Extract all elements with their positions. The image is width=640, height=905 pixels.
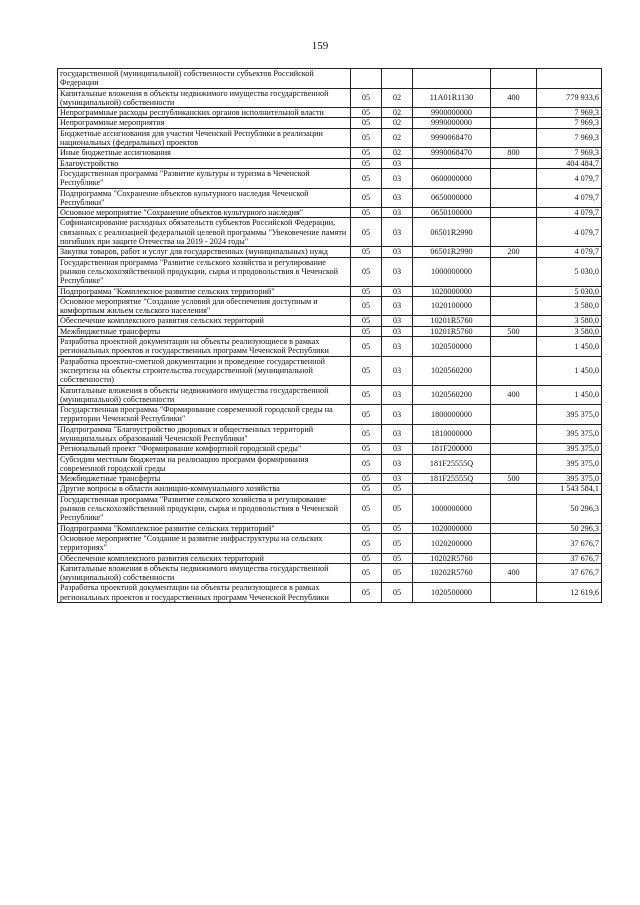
row-name: Бюджетные ассигнования для участия Чеченской Республики в реализации национальных (федеральных) проектов — [58, 128, 351, 148]
table-row — [58, 424, 602, 444]
row-subsection-code: 03 — [382, 326, 413, 336]
row-target-article-code: 10202R5760 — [413, 553, 491, 563]
row-section-code: 05 — [351, 356, 382, 385]
table-row — [58, 563, 602, 583]
row-target-article-code: 1020000000 — [413, 523, 491, 533]
row-subsection-code: 03 — [382, 316, 413, 326]
row-section-code: 05 — [351, 424, 382, 444]
row-expense-type-code — [491, 208, 537, 218]
row-subsection-code: 03 — [382, 247, 413, 257]
row-target-article-code: 181F25555Q — [413, 454, 491, 474]
row-expense-type-code: 800 — [491, 148, 537, 158]
row-amount — [537, 69, 602, 89]
row-section-code: 05 — [351, 128, 382, 148]
row-expense-type-code — [491, 356, 537, 385]
table-row — [58, 484, 602, 494]
row-target-article-code: 9900000000 — [413, 108, 491, 118]
row-subsection-code: 03 — [382, 474, 413, 484]
table-row — [58, 247, 602, 257]
row-name: Основное мероприятие "Сохранение объектов культурного наследия" — [58, 208, 351, 218]
row-section-code: 05 — [351, 208, 382, 218]
table-row — [58, 108, 602, 118]
row-target-article-code — [413, 69, 491, 89]
row-name: Непрограммные расходы республиканских органов исполнительной власти — [58, 108, 351, 118]
row-target-article-code — [413, 158, 491, 168]
row-expense-type-code — [491, 118, 537, 128]
row-amount: 1 543 584,1 — [537, 484, 602, 494]
row-subsection-code: 03 — [382, 405, 413, 425]
row-expense-type-code — [491, 494, 537, 523]
row-name: Софинансирование расходных обязательств субъектов Российской Федерации, связанных с реализацией федеральной целевой программы "Увековечение памяти погибших при защите Отечества на 2019 - 2024 годы" — [58, 218, 351, 247]
row-expense-type-code — [491, 158, 537, 168]
row-name: Подпрограмма "Сохранение объектов культурного наследия Чеченской Республики" — [58, 188, 351, 208]
row-name: Иные бюджетные ассигнования — [58, 148, 351, 158]
table-row — [58, 88, 602, 108]
row-name: Подпрограмма "Комплексное развитие сельских территорий" — [58, 286, 351, 296]
row-name: Основное мероприятие "Создание и развитие инфраструктуры на сельских территориях" — [58, 533, 351, 553]
row-amount: 3 580,0 — [537, 326, 602, 336]
row-name: Капитальные вложения в объекты недвижимого имущества государственной (муниципальной) собственности — [58, 88, 351, 108]
row-subsection-code: 05 — [382, 583, 413, 603]
row-section-code: 05 — [351, 337, 382, 357]
table-row — [58, 208, 602, 218]
row-expense-type-code — [491, 296, 537, 316]
row-subsection-code: 02 — [382, 148, 413, 158]
row-name: государственной (муниципальной) собственности субъектов Российской Федерации — [58, 69, 351, 89]
row-expense-type-code — [491, 337, 537, 357]
row-subsection-code: 03 — [382, 356, 413, 385]
row-target-article-code: 1020500000 — [413, 337, 491, 357]
table-row — [58, 523, 602, 533]
row-subsection-code: 03 — [382, 454, 413, 474]
row-subsection-code: 02 — [382, 128, 413, 148]
row-section-code: 05 — [351, 218, 382, 247]
row-subsection-code: 05 — [382, 533, 413, 553]
row-name: Непрограммные мероприятия — [58, 118, 351, 128]
table-row — [58, 316, 602, 326]
row-expense-type-code: 500 — [491, 326, 537, 336]
table-row — [58, 296, 602, 316]
row-section-code: 05 — [351, 296, 382, 316]
row-amount: 7 969,3 — [537, 148, 602, 158]
row-amount: 4 079,7 — [537, 168, 602, 188]
table-row — [58, 583, 602, 603]
table-row — [58, 474, 602, 484]
row-section-code: 05 — [351, 247, 382, 257]
row-section-code: 05 — [351, 474, 382, 484]
row-name: Разработка проектной документации на объекты реализующиеся в рамках региональных проектов и государственных программ Чеченской Республики — [58, 337, 351, 357]
row-section-code: 05 — [351, 326, 382, 336]
table-row — [58, 158, 602, 168]
table-row — [58, 128, 602, 148]
row-name: Межбюджетные трансферты — [58, 326, 351, 336]
row-amount: 37 676,7 — [537, 533, 602, 553]
row-name: Государственная программа "Развитие сельского хозяйства и регулирование рынков сельскохозяйственной продукции, сырья и продовольствия в Чеченской Республике" — [58, 494, 351, 523]
row-target-article-code: 1020200000 — [413, 533, 491, 553]
table-row — [58, 444, 602, 454]
row-target-article-code: 10202R5760 — [413, 563, 491, 583]
row-subsection-code: 02 — [382, 118, 413, 128]
row-amount: 779 933,6 — [537, 88, 602, 108]
row-amount: 7 969,3 — [537, 118, 602, 128]
row-expense-type-code — [491, 316, 537, 326]
table-row — [58, 337, 602, 357]
row-target-article-code: 1800000000 — [413, 405, 491, 425]
row-expense-type-code: 500 — [491, 474, 537, 484]
row-expense-type-code: 200 — [491, 247, 537, 257]
row-expense-type-code — [491, 218, 537, 247]
table-row — [58, 553, 602, 563]
table-row — [58, 533, 602, 553]
row-subsection-code: 05 — [382, 553, 413, 563]
row-subsection-code: 03 — [382, 188, 413, 208]
row-name: Межбюджетные трансферты — [58, 474, 351, 484]
row-expense-type-code — [491, 454, 537, 474]
row-amount: 395 375,0 — [537, 454, 602, 474]
row-name: Благоустройство — [58, 158, 351, 168]
row-target-article-code: 0650000000 — [413, 188, 491, 208]
row-section-code: 05 — [351, 553, 382, 563]
row-subsection-code: 03 — [382, 218, 413, 247]
row-expense-type-code — [491, 583, 537, 603]
row-target-article-code: 9990068470 — [413, 128, 491, 148]
table-row — [58, 69, 602, 89]
row-amount: 4 079,7 — [537, 247, 602, 257]
row-amount: 1 450,0 — [537, 385, 602, 405]
row-expense-type-code — [491, 168, 537, 188]
row-amount: 395 375,0 — [537, 474, 602, 484]
row-name: Закупка товаров, работ и услуг для государственных (муниципальных) нужд — [58, 247, 351, 257]
row-target-article-code: 9990068470 — [413, 148, 491, 158]
row-amount: 5 030,0 — [537, 257, 602, 286]
row-section-code — [351, 69, 382, 89]
row-amount: 4 079,7 — [537, 218, 602, 247]
row-amount: 1 450,0 — [537, 356, 602, 385]
row-expense-type-code: 400 — [491, 563, 537, 583]
row-target-article-code: 06501R2990 — [413, 218, 491, 247]
row-amount: 5 030,0 — [537, 286, 602, 296]
row-amount: 37 676,7 — [537, 563, 602, 583]
row-subsection-code: 03 — [382, 296, 413, 316]
row-expense-type-code — [491, 444, 537, 454]
row-amount: 50 296,3 — [537, 494, 602, 523]
row-expense-type-code: 400 — [491, 385, 537, 405]
table-row — [58, 118, 602, 128]
table-row — [58, 148, 602, 158]
row-name: Основное мероприятие "Создание условий для обеспечения доступным и комфортным жильем сельского населения" — [58, 296, 351, 316]
row-name: Подпрограмма "Комплексное развитие сельских территорий" — [58, 523, 351, 533]
row-amount: 404 484,7 — [537, 158, 602, 168]
row-target-article-code: 1020560200 — [413, 385, 491, 405]
row-expense-type-code — [491, 553, 537, 563]
budget-table — [57, 68, 602, 603]
table-row — [58, 356, 602, 385]
row-name: Капитальные вложения в объекты недвижимого имущества государственной (муниципальной) собственности — [58, 385, 351, 405]
row-target-article-code: 181F25555Q — [413, 474, 491, 484]
row-expense-type-code — [491, 188, 537, 208]
row-name: Государственная программа "Развитие сельского хозяйства и регулирование рынков сельскохозяйственной продукции, сырья и продовольствия в Чеченской Республике" — [58, 257, 351, 286]
row-expense-type-code: 400 — [491, 88, 537, 108]
row-amount: 50 296,3 — [537, 523, 602, 533]
row-subsection-code: 03 — [382, 286, 413, 296]
row-section-code: 05 — [351, 88, 382, 108]
row-section-code: 05 — [351, 484, 382, 494]
row-subsection-code: 02 — [382, 88, 413, 108]
row-amount: 12 619,6 — [537, 583, 602, 603]
row-target-article-code: 06501R2990 — [413, 247, 491, 257]
table-row — [58, 218, 602, 247]
row-name: Государственная программа "Развитие культуры и туризма в Чеченской Республике" — [58, 168, 351, 188]
row-section-code: 05 — [351, 257, 382, 286]
row-name: Обеспечение комплексного развития сельских территорий — [58, 553, 351, 563]
row-section-code: 05 — [351, 523, 382, 533]
row-subsection-code: 03 — [382, 385, 413, 405]
row-section-code: 05 — [351, 316, 382, 326]
row-target-article-code: 10201R5760 — [413, 326, 491, 336]
row-subsection-code: 05 — [382, 494, 413, 523]
row-subsection-code: 03 — [382, 337, 413, 357]
table-row — [58, 257, 602, 286]
row-expense-type-code — [491, 108, 537, 118]
row-target-article-code: 1020560200 — [413, 356, 491, 385]
row-name: Обеспечение комплексного развития сельских территорий — [58, 316, 351, 326]
row-subsection-code: 05 — [382, 484, 413, 494]
row-section-code: 05 — [351, 494, 382, 523]
row-subsection-code: 03 — [382, 424, 413, 444]
table-row — [58, 385, 602, 405]
table-row — [58, 168, 602, 188]
row-target-article-code: 1020500000 — [413, 583, 491, 603]
row-amount: 395 375,0 — [537, 444, 602, 454]
row-target-article-code: 0650100000 — [413, 208, 491, 218]
row-section-code: 05 — [351, 405, 382, 425]
row-amount: 4 079,7 — [537, 188, 602, 208]
row-name: Другие вопросы в области жилищно-коммунального хозяйства — [58, 484, 351, 494]
budget-table-body — [58, 69, 602, 603]
row-section-code: 05 — [351, 563, 382, 583]
row-expense-type-code — [491, 286, 537, 296]
row-subsection-code: 03 — [382, 257, 413, 286]
table-row — [58, 188, 602, 208]
row-amount: 37 676,7 — [537, 553, 602, 563]
row-name: Разработка проектной документации на объекты реализующиеся в рамках региональных проектов и государственных программ Чеченской Республики — [58, 583, 351, 603]
table-row — [58, 326, 602, 336]
row-subsection-code: 05 — [382, 523, 413, 533]
row-subsection-code: 05 — [382, 563, 413, 583]
row-amount: 3 580,0 — [537, 296, 602, 316]
row-name: Региональный проект "Формирование комфортной городской среды" — [58, 444, 351, 454]
row-section-code: 05 — [351, 286, 382, 296]
row-section-code: 05 — [351, 533, 382, 553]
table-row — [58, 494, 602, 523]
row-target-article-code: 1020000000 — [413, 286, 491, 296]
table-row — [58, 454, 602, 474]
table-row — [58, 405, 602, 425]
row-target-article-code: 1810000000 — [413, 424, 491, 444]
row-target-article-code: 10201R5760 — [413, 316, 491, 326]
row-expense-type-code — [491, 424, 537, 444]
row-target-article-code: 11A01R1130 — [413, 88, 491, 108]
page-number: 159 — [311, 40, 329, 52]
row-target-article-code: 1000000000 — [413, 257, 491, 286]
row-expense-type-code — [491, 69, 537, 89]
row-expense-type-code — [491, 484, 537, 494]
row-expense-type-code — [491, 405, 537, 425]
table-row — [58, 286, 602, 296]
row-section-code: 05 — [351, 108, 382, 118]
row-name: Разработка проектно-сметной документации и проведение государственной экспертизы на объекты строительства государственной (муниципальной собственности) — [58, 356, 351, 385]
row-amount: 3 580,0 — [537, 316, 602, 326]
row-name: Государственная программа "Формирование современной городской среды на территории Чеченской Республики" — [58, 405, 351, 425]
row-section-code: 05 — [351, 188, 382, 208]
row-subsection-code: 03 — [382, 168, 413, 188]
row-name: Субсидии местным бюджетам на реализацию программ формирования современной городской среды — [58, 454, 351, 474]
row-target-article-code — [413, 484, 491, 494]
row-section-code: 05 — [351, 385, 382, 405]
row-expense-type-code — [491, 257, 537, 286]
row-subsection-code: 03 — [382, 158, 413, 168]
row-section-code: 05 — [351, 158, 382, 168]
row-section-code: 05 — [351, 118, 382, 128]
row-amount: 4 079,7 — [537, 208, 602, 218]
row-section-code: 05 — [351, 583, 382, 603]
row-expense-type-code — [491, 128, 537, 148]
row-target-article-code: 1000000000 — [413, 494, 491, 523]
row-subsection-code: 03 — [382, 208, 413, 218]
row-amount: 395 375,0 — [537, 405, 602, 425]
row-target-article-code: 181F200000 — [413, 444, 491, 454]
row-section-code: 05 — [351, 148, 382, 158]
row-subsection-code: 03 — [382, 444, 413, 454]
row-target-article-code: 0600000000 — [413, 168, 491, 188]
row-name: Капитальные вложения в объекты недвижимого имущества государственной (муниципальной) собственности — [58, 563, 351, 583]
row-amount: 1 450,0 — [537, 337, 602, 357]
row-subsection-code: 02 — [382, 108, 413, 118]
row-name: Подпрограмма "Благоустройство дворовых и общественных территорий муниципальных образований Чеченской Республики" — [58, 424, 351, 444]
row-expense-type-code — [491, 533, 537, 553]
row-section-code: 05 — [351, 454, 382, 474]
row-subsection-code — [382, 69, 413, 89]
row-section-code: 05 — [351, 168, 382, 188]
row-target-article-code: 1020100000 — [413, 296, 491, 316]
row-amount: 7 969,3 — [537, 108, 602, 118]
row-section-code: 05 — [351, 444, 382, 454]
row-amount: 395 375,0 — [537, 424, 602, 444]
row-amount: 7 969,3 — [537, 128, 602, 148]
row-target-article-code: 9990000000 — [413, 118, 491, 128]
row-expense-type-code — [491, 523, 537, 533]
